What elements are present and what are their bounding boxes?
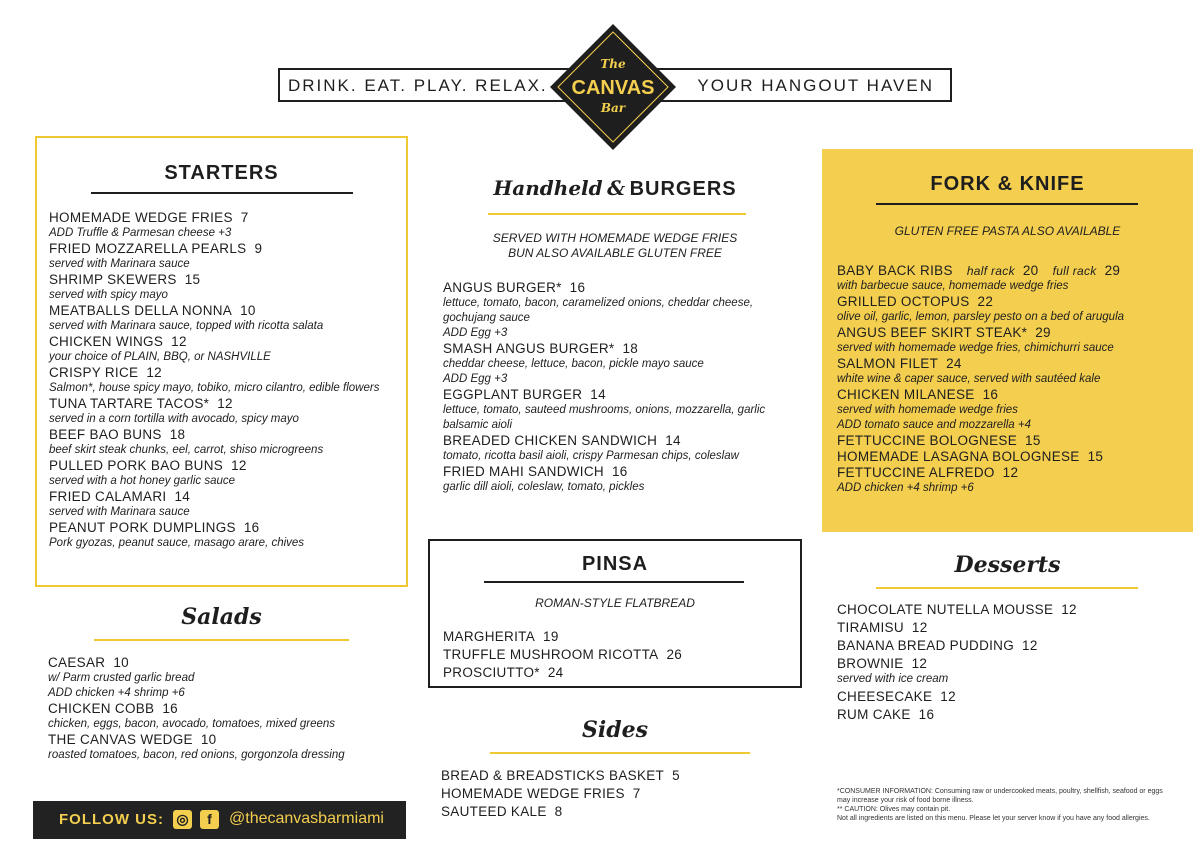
- salads-list: [48, 655, 398, 763]
- menu-item: [837, 602, 1187, 618]
- item-name: HOMEMADE WEDGE FRIES: [441, 786, 625, 801]
- item-option: half rack: [966, 264, 1015, 278]
- item-price: 5: [672, 768, 680, 783]
- item-desc: served with spicy mayo: [49, 289, 168, 301]
- handheld-divider: [488, 213, 746, 215]
- item-price: 29: [1035, 325, 1051, 340]
- menu-item: [49, 272, 399, 303]
- item-price: 24: [547, 665, 564, 680]
- menu-item: [441, 804, 791, 820]
- item-price: 18: [622, 341, 639, 356]
- item-name: GRILLED OCTOPUS: [837, 294, 970, 309]
- tagline-left: DRINK. EAT. PLAY. RELAX.: [288, 76, 548, 95]
- item-price: 14: [590, 387, 606, 402]
- menu-item: [49, 396, 399, 427]
- item-name: PROSCIUTTO*: [443, 665, 540, 680]
- item-name: BEEF BAO BUNS: [49, 427, 162, 442]
- fork-divider: [876, 203, 1138, 205]
- item-desc: Salmon*, house spicy mayo, tobiko, micro cilantro, edible flowers: [49, 382, 380, 394]
- item-name: FRIED MAHI SANDWICH: [443, 464, 604, 479]
- menu-item: [837, 387, 1187, 433]
- item-name: HOMEMADE LASAGNA BOLOGNESE: [837, 449, 1080, 464]
- item-price: 14: [174, 489, 191, 504]
- menu-item: [837, 689, 1187, 705]
- menu-item: [837, 638, 1187, 654]
- menu-item: [49, 489, 399, 520]
- item-price: 18: [169, 427, 186, 442]
- menu-item: [441, 768, 791, 784]
- item-price: 12: [171, 334, 187, 349]
- item-name: PULLED PORK BAO BUNS: [49, 458, 224, 473]
- facebook-icon[interactable]: f: [200, 810, 219, 829]
- item-name: RUM CAKE: [837, 707, 911, 722]
- menu-item: [49, 303, 399, 334]
- item-price: 9: [254, 241, 263, 256]
- item-desc: Pork gyozas, peanut sauce, masago arare, chives: [49, 537, 305, 549]
- fork-knife-section: [822, 149, 1193, 532]
- logo-bar-text: Bar: [600, 101, 626, 115]
- tagline-right: YOUR HANGOUT HAVEN: [697, 76, 934, 95]
- salads-divider: [94, 639, 349, 641]
- item-name: TUNA TARTARE TACOS*: [49, 396, 210, 411]
- item-name: FRIED MOZZARELLA PEARLS: [49, 241, 247, 256]
- starters-list: [49, 210, 399, 551]
- item-desc: chicken, eggs, bacon, avocado, tomatoes, mixed greens: [48, 718, 336, 730]
- item-name: ANGUS BEEF SKIRT STEAK*: [837, 325, 1028, 340]
- item-desc: served with Marinara sauce: [49, 506, 190, 518]
- item-option: full rack: [1052, 264, 1097, 278]
- item-desc: served in a corn tortilla with avocado, spicy mayo: [49, 413, 299, 425]
- item-name: MARGHERITA: [443, 629, 536, 644]
- item-price: 10: [113, 655, 129, 670]
- menu-item: [49, 241, 399, 272]
- menu-item: [443, 647, 793, 663]
- item-desc: beef skirt steak chunks, eel, carrot, shiso microgreens: [49, 444, 324, 456]
- item-desc: ADD Truffle & Parmesan cheese +3: [49, 227, 232, 239]
- menu-item: [443, 464, 793, 495]
- item-price: 12: [231, 458, 247, 473]
- item-price: 8: [554, 804, 563, 819]
- fork-note: GLUTEN FREE PASTA ALSO AVAILABLE: [894, 224, 1121, 238]
- item-price: 12: [1022, 638, 1038, 653]
- handheld-note-line: BUN ALSO AVAILABLE GLUTEN FREE: [508, 246, 722, 260]
- canvas-bar-logo: [548, 22, 678, 152]
- item-price: 16: [611, 464, 628, 479]
- item-desc: served with homemade wedge fries, chimichurri sauce: [837, 342, 1114, 354]
- item-desc: w/ Parm crusted garlic bread: [48, 672, 195, 684]
- item-price: 16: [243, 520, 260, 535]
- menu-item: [49, 427, 399, 458]
- sides-title: Sides: [581, 717, 648, 743]
- item-name: CHICKEN MILANESE: [837, 387, 975, 402]
- handheld-amp: &: [607, 176, 626, 200]
- menu-item: [443, 665, 793, 681]
- item-desc: your choice of PLAIN, BBQ, or NASHVILLE: [49, 351, 271, 363]
- menu-item: [49, 365, 399, 396]
- item-name: CHICKEN COBB: [48, 701, 155, 716]
- item-name: BABY BACK RIBS: [837, 263, 953, 278]
- item-price: 12: [1061, 602, 1077, 617]
- starters-divider: [91, 192, 353, 194]
- item-addon: ADD Egg +3: [443, 373, 508, 385]
- item-addon: ADD tomato sauce and mozzarella +4: [837, 419, 1032, 431]
- menu-item: [443, 280, 793, 341]
- handheld-title: [440, 176, 790, 201]
- item-price: 16: [162, 701, 178, 716]
- item-name: BROWNIE: [837, 656, 904, 671]
- item-price: 12: [1002, 465, 1019, 480]
- item-name: EGGPLANT BURGER: [443, 387, 583, 402]
- handheld-note-line: SERVED WITH HOMEMADE WEDGE FRIES: [492, 231, 738, 245]
- desserts-title: Desserts: [954, 552, 1061, 578]
- item-name: CAESAR: [48, 655, 106, 670]
- item-price: 22: [977, 294, 994, 309]
- handheld-bold: BURGERS: [629, 178, 737, 200]
- item-desc: served with ice cream: [837, 673, 949, 685]
- item-price: 15: [1025, 433, 1041, 448]
- item-price: 12: [217, 396, 233, 411]
- item-name: THE CANVAS WEDGE: [48, 732, 193, 747]
- item-name: BANANA BREAD PUDDING: [837, 638, 1015, 653]
- item-price: 24: [946, 356, 962, 371]
- item-price: 14: [665, 433, 681, 448]
- menu-item: [837, 356, 1187, 387]
- menu-item: [837, 707, 1187, 723]
- item-name: CHOCOLATE NUTELLA MOUSSE: [837, 602, 1054, 617]
- item-desc: served with Marinara sauce: [49, 258, 190, 270]
- menu-item: [49, 210, 399, 241]
- fork-title: FORK & KNIFE: [930, 173, 1085, 195]
- legal-line: ** CAUTION: Olives may contain pit.: [837, 806, 951, 813]
- item-name: FETTUCCINE ALFREDO: [837, 465, 995, 480]
- menu-item: [837, 449, 1187, 465]
- item-name: HOMEMADE WEDGE FRIES: [49, 210, 233, 225]
- item-desc: white wine & caper sauce, served with sautéed kale: [837, 373, 1101, 385]
- item-price: 12: [146, 365, 162, 380]
- item-price: 12: [911, 620, 928, 635]
- item-addon: ADD Egg +3: [443, 327, 508, 339]
- item-desc: olive oil, garlic, lemon, parsley pesto on a bed of arugula: [837, 311, 1125, 323]
- item-name: ANGUS BURGER*: [443, 280, 562, 295]
- item-desc: served with Marinara sauce, topped with ricotta salata: [49, 320, 324, 332]
- handheld-list: [443, 280, 793, 495]
- item-price: 16: [918, 707, 935, 722]
- item-name: CHEESECAKE: [837, 689, 933, 704]
- item-price: 15: [184, 272, 201, 287]
- menu-item: [837, 433, 1187, 449]
- item-price: 7: [240, 210, 249, 225]
- item-desc: served with homemade wedge fries: [837, 404, 1018, 416]
- item-name: SMASH ANGUS BURGER*: [443, 341, 615, 356]
- item-name: TRUFFLE MUSHROOM RICOTTA: [443, 647, 659, 662]
- menu-item: [443, 433, 793, 464]
- item-price: 19: [543, 629, 559, 644]
- item-desc: tomato, ricotta basil aioli, crispy Parmesan chips, coleslaw: [443, 450, 739, 462]
- logo-the-text: The: [600, 57, 626, 71]
- menu-item: [443, 341, 793, 387]
- item-name: CRISPY RICE: [49, 365, 139, 380]
- menu-item: [49, 520, 399, 551]
- desserts-divider: [876, 587, 1138, 589]
- menu-item: [837, 263, 1187, 294]
- item-desc: cheddar cheese, lettuce, bacon, pickle mayo sauce: [443, 358, 704, 370]
- item-name: SAUTEED KALE: [441, 804, 547, 819]
- menu-item: [441, 786, 791, 802]
- legal-line: Not all ingredients are listed on this menu. Please let your server know if you have any food allergies.: [837, 815, 1150, 822]
- menu-item: [48, 732, 398, 763]
- instagram-icon[interactable]: ◎: [173, 810, 192, 829]
- item-price: 10: [200, 732, 217, 747]
- item-desc: with barbecue sauce, homemade wedge fries: [837, 280, 1069, 292]
- pinsa-note: ROMAN-STYLE FLATBREAD: [535, 596, 695, 610]
- logo-name-text: CANVAS: [571, 77, 655, 99]
- menu-item: [837, 294, 1187, 325]
- item-price: 20: [1022, 263, 1039, 278]
- item-price: 26: [666, 647, 683, 662]
- item-price: 10: [240, 303, 256, 318]
- pinsa-divider: [484, 581, 744, 583]
- item-desc: lettuce, tomato, sauteed mushrooms, onions, mozzarella, garlic balsamic aioli: [443, 404, 766, 431]
- menu-item: [837, 656, 1187, 687]
- pinsa-section: [428, 539, 802, 688]
- fork-list: [837, 263, 1187, 496]
- item-addon: ADD chicken +4 shrimp +6: [837, 482, 974, 494]
- item-price: 12: [940, 689, 956, 704]
- consumer-information: [837, 787, 1177, 823]
- pinsa-list: [443, 629, 793, 681]
- handheld-note: [440, 231, 790, 261]
- item-price: 7: [632, 786, 641, 801]
- social-handle[interactable]: @thecanvasbarmiami: [229, 810, 384, 827]
- menu-item: [443, 387, 793, 433]
- item-addon: ADD chicken +4 shrimp +6: [48, 687, 185, 699]
- menu-item: [48, 655, 398, 701]
- item-name: SALMON FILET: [837, 356, 939, 371]
- item-name: MEATBALLS DELLA NONNA: [49, 303, 233, 318]
- item-name: BREADED CHICKEN SANDWICH: [443, 433, 658, 448]
- menu-item: [837, 465, 1187, 496]
- item-name: FETTUCCINE BOLOGNESE: [837, 433, 1018, 448]
- item-name: BREAD & BREADSTICKS BASKET: [441, 768, 665, 783]
- item-price: 12: [911, 656, 928, 671]
- item-desc: garlic dill aioli, coleslaw, tomato, pickles: [443, 481, 645, 493]
- item-name: CHICKEN WINGS: [49, 334, 164, 349]
- follow-us-bar: [33, 801, 406, 839]
- menu-item: [48, 701, 398, 732]
- item-price: 29: [1104, 263, 1121, 278]
- menu-item: [49, 334, 399, 365]
- menu-item: [837, 325, 1187, 356]
- item-price: 16: [982, 387, 999, 402]
- legal-line: *CONSUMER INFORMATION: Consuming raw or undercooked meats, poultry, shellfish, seafood or eggs may increase your risk of food borne illness.: [837, 788, 1163, 804]
- item-price: 16: [569, 280, 586, 295]
- item-name: PEANUT PORK DUMPLINGS: [49, 520, 236, 535]
- handheld-script: Handheld: [493, 176, 603, 200]
- desserts-list: [837, 602, 1187, 723]
- item-desc: lettuce, tomato, bacon, caramelized onions, cheddar cheese, gochujang sauce: [443, 297, 754, 324]
- pinsa-title: PINSA: [581, 553, 649, 575]
- menu-item: [837, 620, 1187, 636]
- item-price: 15: [1087, 449, 1104, 464]
- item-name: FRIED CALAMARI: [49, 489, 167, 504]
- menu-item: [49, 458, 399, 489]
- starters-title: STARTERS: [164, 162, 279, 184]
- sides-list: [441, 768, 791, 820]
- salads-title: Salads: [181, 604, 262, 630]
- item-desc: served with a hot honey garlic sauce: [49, 475, 236, 487]
- starters-section: [35, 136, 408, 587]
- item-name: SHRIMP SKEWERS: [49, 272, 177, 287]
- menu-item: [443, 629, 793, 645]
- item-name: TIRAMISU: [837, 620, 904, 635]
- follow-label: FOLLOW US:: [59, 811, 164, 828]
- sides-divider: [490, 752, 750, 754]
- item-desc: roasted tomatoes, bacon, red onions, gorgonzola dressing: [48, 749, 345, 761]
